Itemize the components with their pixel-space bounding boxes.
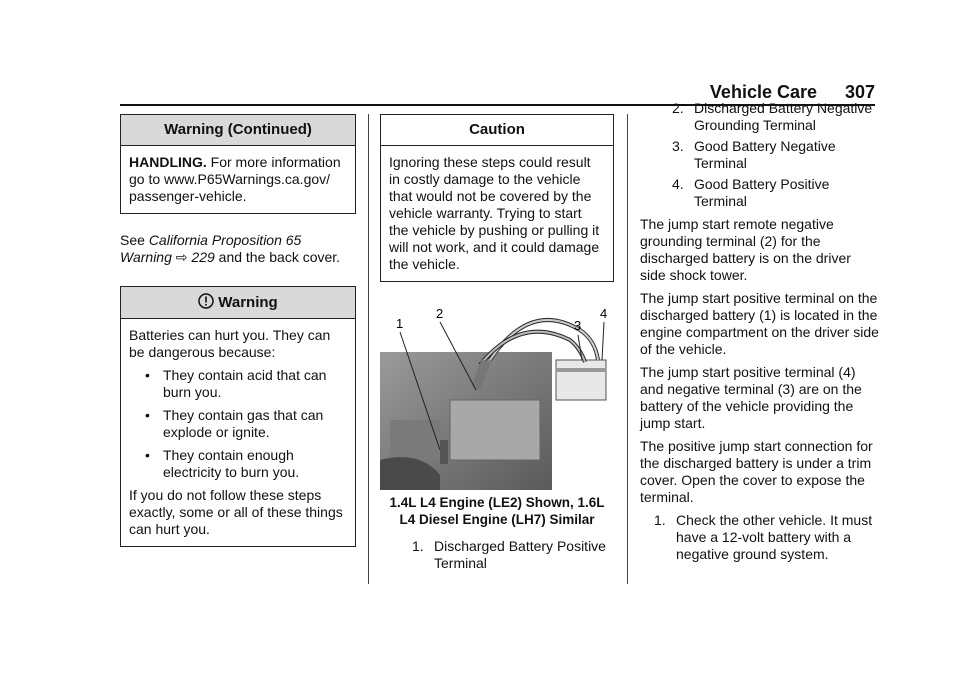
page-number: 307	[844, 82, 875, 102]
warning-continued-title: Warning (Continued)	[121, 115, 355, 146]
paragraph: The jump start remote negative grounding terminal (2) for the discharged battery is on the driver side shock tower.	[640, 216, 851, 283]
figure-label-2: 2	[436, 306, 444, 321]
list-item-text: Discharged Battery Positive Terminal	[434, 538, 606, 571]
figure-label-4: 4	[600, 306, 608, 321]
warning-bullet-text: They contain acid that can burn you.	[163, 367, 327, 400]
step-text: Check the other vehicle. It must have a 12-volt battery with a negative ground system.	[676, 512, 873, 562]
see-ref-page[interactable]: 229	[191, 249, 215, 265]
warning-title-row	[121, 287, 355, 319]
column-divider-2	[627, 114, 628, 584]
see-reference	[120, 232, 356, 266]
list-item-number: 2.	[672, 100, 684, 116]
warning-continued-box	[120, 114, 356, 214]
warning-bullet	[129, 447, 347, 481]
list-item	[640, 176, 880, 210]
column-divider-1	[368, 114, 369, 584]
warning-outro: If you do not follow these steps exactly, some or all of these things can hurt you.	[129, 487, 343, 537]
figure-label-1: 1	[396, 316, 404, 331]
list-item	[380, 538, 614, 572]
section-title: Vehicle Care	[709, 82, 817, 102]
see-suffix: and the back cover.	[214, 249, 341, 265]
column-3	[640, 100, 880, 567]
engine-illustration	[380, 300, 614, 490]
see-ref-link[interactable]: California Proposition 65 Warning	[120, 232, 302, 265]
figure-caption: 1.4L L4 Engine (LE2) Shown, 1.6L L4 Diesel Engine (LH7) Similar	[389, 495, 605, 527]
column-2	[380, 114, 614, 576]
step-item	[640, 512, 880, 563]
list-item-number: 4.	[672, 176, 684, 192]
list-item-number: 3.	[672, 138, 684, 154]
engine-figure	[380, 300, 614, 490]
see-prefix: See	[120, 232, 149, 248]
paragraph: The jump start positive terminal on the discharged battery (1) is located in the engine compartment on the driver side of the vehicle.	[640, 290, 879, 357]
caution-text: Ignoring these steps could result in costly damage to the vehicle that would not be covered by the vehicle warranty. Trying to start the vehicle by pushing or pulling it will not work, and it could damage the vehicle.	[389, 154, 600, 272]
warning-icon	[198, 293, 214, 309]
figure-label-3: 3	[574, 318, 582, 333]
column-1	[120, 114, 356, 547]
list-item-text: Good Battery Negative Terminal	[694, 138, 836, 171]
paragraph: The positive jump start connection for the discharged battery is under a trim cover. Open the cover to expose the terminal.	[640, 438, 873, 505]
list-item	[640, 100, 880, 134]
warning-bullet-text: They contain gas that can explode or ignite.	[163, 407, 324, 440]
caution-box	[380, 114, 614, 282]
caution-title: Caution	[381, 115, 613, 146]
handling-label: HANDLING.	[129, 154, 207, 170]
handling-text: For more information go to www.P65Warnings.ca.gov/ passenger-vehicle.	[129, 154, 341, 204]
step-number: 1.	[654, 512, 666, 528]
warning-continued-text	[129, 154, 347, 205]
warning-box	[120, 286, 356, 547]
bullet-icon: •	[145, 447, 150, 463]
warning-bullet-text: They contain enough electricity to burn you.	[163, 447, 300, 480]
list-item-text: Discharged Battery Negative Grounding Terminal	[694, 100, 873, 133]
bullet-icon: •	[145, 367, 150, 383]
warning-bullet	[129, 407, 347, 441]
list-item-number: 1.	[412, 538, 424, 554]
list-item	[640, 138, 880, 172]
page-ref-arrow-icon: ⇨	[175, 249, 188, 265]
paragraph: The jump start positive terminal (4) and negative terminal (3) are on the battery of the vehicle providing the jump start.	[640, 364, 862, 431]
list-item-text: Good Battery Positive Terminal	[694, 176, 830, 209]
warning-intro: Batteries can hurt you. They can be dangerous because:	[129, 327, 331, 360]
warning-bullet	[129, 367, 347, 401]
warning-title: Warning	[218, 294, 278, 311]
bullet-icon: •	[145, 407, 150, 423]
